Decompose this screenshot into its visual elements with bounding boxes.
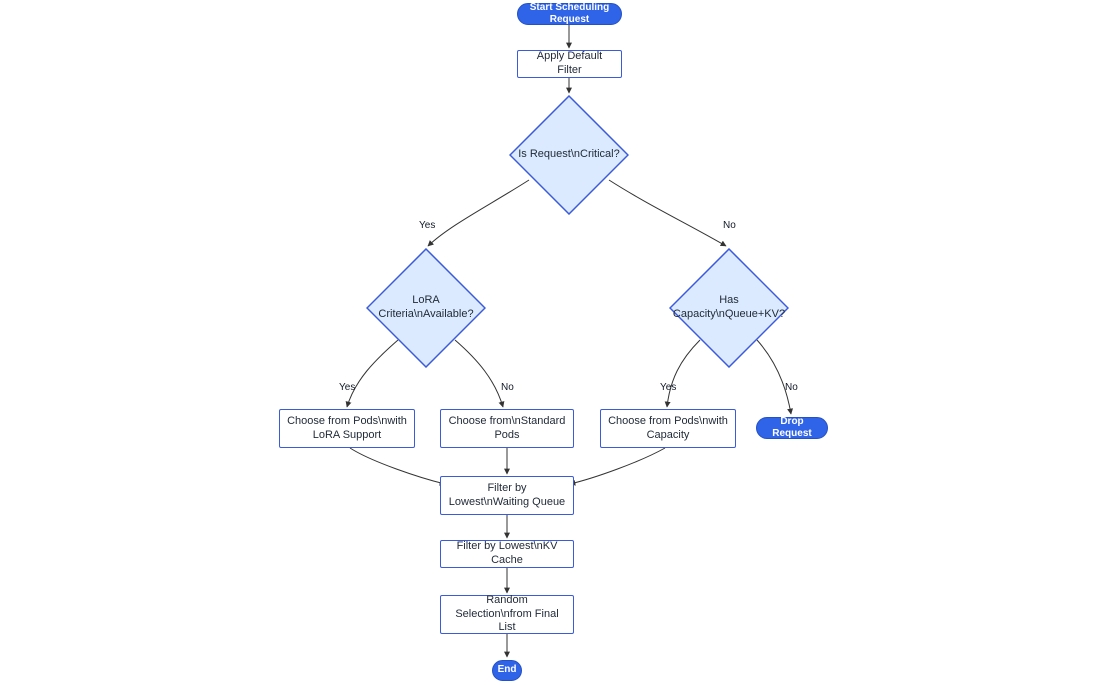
node-random-selection-final-list-label: Random Selection\nfrom Final List — [455, 593, 559, 634]
node-lora-criteria-available[interactable] — [366, 248, 486, 368]
node-choose-pods-lora-support-label: Choose from Pods\nwith LoRA Support — [287, 414, 407, 441]
node-is-request-critical[interactable] — [509, 95, 629, 215]
node-filter-lowest-waiting-queue[interactable] — [440, 476, 574, 515]
node-filter-lowest-waiting-queue-label: Filter by Lowest\nWaiting Queue — [448, 481, 566, 508]
edge-label-capacity-no: No — [785, 382, 798, 393]
edge-label-critical-yes: Yes — [419, 220, 436, 231]
node-start[interactable] — [517, 3, 622, 25]
node-apply-default-filter-label: Apply Default Filter — [536, 50, 603, 76]
node-choose-pods-lora-support[interactable] — [279, 409, 415, 448]
edge-label-critical-no: No — [723, 220, 736, 231]
node-has-capacity-queue-kv[interactable] — [669, 248, 789, 368]
node-drop-request[interactable] — [756, 417, 828, 439]
node-choose-pods-capacity[interactable] — [600, 409, 736, 448]
node-filter-lowest-kv-cache[interactable] — [440, 540, 574, 568]
node-apply-default-filter[interactable] — [517, 50, 622, 78]
node-lora-criteria-available-label: LoRA Criteria\nAvailable? — [378, 294, 474, 320]
edge-label-capacity-yes: Yes — [660, 382, 677, 393]
node-start-label: Start Scheduling Request — [529, 1, 610, 25]
node-filter-lowest-kv-cache-label: Filter by Lowest\nKV Cache — [456, 540, 558, 566]
node-drop-request-label: Drop Request — [772, 415, 812, 439]
node-choose-standard-pods[interactable] — [440, 409, 574, 448]
node-choose-standard-pods-label: Choose from\nStandard Pods — [448, 414, 566, 441]
node-end-label: End — [497, 664, 517, 676]
edge-label-lora-yes: Yes — [339, 382, 356, 393]
node-is-request-critical-label: Is Request\nCritical? — [518, 148, 620, 161]
node-end[interactable] — [492, 660, 522, 681]
node-choose-pods-capacity-label: Choose from Pods\nwith Capacity — [608, 414, 728, 441]
edge-label-lora-no: No — [501, 382, 514, 393]
node-has-capacity-queue-kv-label: Has Capacity\nQueue+KV? — [672, 294, 786, 320]
node-random-selection-final-list[interactable] — [440, 595, 574, 634]
